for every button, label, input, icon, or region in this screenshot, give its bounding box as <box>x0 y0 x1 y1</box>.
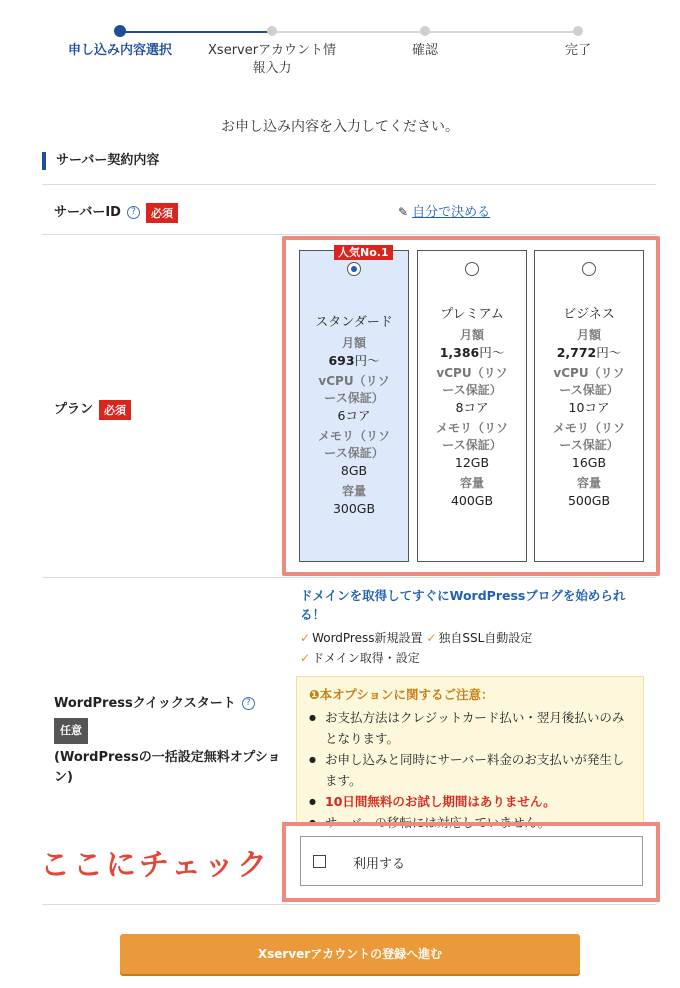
plan-option-premium[interactable] <box>417 250 527 562</box>
choose-id-link-text: 自分で決める <box>412 205 491 220</box>
notice-item: ● お支払方法はクレジットカード払い・翌月後払いのみとなります。 <box>309 707 631 749</box>
step-label: 完了 <box>564 43 591 58</box>
intro-text: お申し込み内容を入力してください。 <box>221 119 459 135</box>
plan-radio[interactable] <box>582 262 596 276</box>
plan-label: プラン <box>54 402 94 417</box>
memory-label: メモリ（リソース保証） <box>552 421 625 452</box>
choose-id-link[interactable] <box>398 201 490 220</box>
wordpress-sublabel: (WordPressの一括設定無料オプション) <box>54 750 281 785</box>
step-select-content <box>40 20 200 60</box>
plan-memory: 12GB <box>454 455 490 470</box>
check-icon: ✓ <box>300 651 311 665</box>
notice-title-text: 本オプションに関するご注意： <box>319 687 494 702</box>
feature-list <box>300 628 650 668</box>
plan-row-label <box>54 398 131 420</box>
plan-price: 693 <box>328 353 355 368</box>
feature-item: WordPress新規設置 <box>312 631 423 645</box>
plan-radio[interactable] <box>347 262 361 276</box>
feature-item: ドメイン取得・設定 <box>312 651 420 665</box>
plan-option-standard[interactable] <box>299 246 409 562</box>
cpu-label: vCPU（リソース保証） <box>436 366 508 397</box>
plan-memory: 16GB <box>571 455 607 470</box>
plan-price: 1,386 <box>439 345 480 360</box>
plan-cpu: 6コア <box>337 408 371 423</box>
storage-label: 容量 <box>576 476 601 490</box>
step-dot <box>267 26 277 36</box>
plan-name: プレミアム <box>440 307 504 322</box>
server-id-label: サーバーID <box>54 205 121 220</box>
plan-storage: 500GB <box>567 493 611 508</box>
step-dot <box>573 26 583 36</box>
wordpress-label: WordPressクイックスタート <box>54 696 236 711</box>
check-icon: ✓ <box>300 631 311 645</box>
info-icon: ❶ <box>309 687 320 702</box>
storage-label: 容量 <box>341 484 366 498</box>
cpu-label: vCPU（リソース保証） <box>553 366 625 397</box>
divider <box>42 234 656 235</box>
step-label: 確認 <box>411 43 438 58</box>
option-notice <box>296 676 644 830</box>
use-option-label: 利用する <box>353 857 406 872</box>
step-label: Xserverアカウント情報入力 <box>208 43 336 76</box>
step-dot <box>114 25 126 37</box>
submit-button[interactable]: Xserverアカウントの登録へ進む <box>120 934 580 974</box>
feature-item: 独自SSL自動設定 <box>438 631 533 645</box>
help-icon[interactable]: ? <box>242 697 255 710</box>
notice-title <box>309 685 631 703</box>
use-option-checkbox-row[interactable] <box>300 836 643 886</box>
step-dot <box>420 26 430 36</box>
server-id-row-label <box>54 201 178 223</box>
plan-cpu: 8コア <box>455 400 489 415</box>
divider <box>42 184 656 185</box>
pencil-icon: ✎ <box>398 205 409 219</box>
notice-item: ● 10日間無料のお試し期間はありません。 <box>309 791 631 812</box>
popular-badge: 人気No.1 <box>334 245 393 260</box>
plan-price: 2,772 <box>556 345 597 360</box>
step-label: 申し込み内容選択 <box>67 43 172 58</box>
wordpress-row-label <box>54 694 284 788</box>
use-option-checkbox[interactable] <box>313 855 326 868</box>
step-account-info <box>192 20 352 78</box>
plan-radio[interactable] <box>465 262 479 276</box>
divider <box>42 577 656 578</box>
price-label: 月額 <box>341 336 366 350</box>
plan-storage: 300GB <box>332 501 376 516</box>
price-unit: 円〜 <box>354 353 380 368</box>
price-label: 月額 <box>576 328 601 342</box>
price-unit: 円〜 <box>479 345 505 360</box>
storage-label: 容量 <box>459 476 484 490</box>
plan-memory: 8GB <box>340 463 368 478</box>
plan-name: ビジネス <box>563 307 615 322</box>
memory-label: メモリ（リソース保証） <box>317 429 390 460</box>
required-badge: 必須 <box>146 203 178 223</box>
notice-item: ● サーバーの移転には対応していません。 <box>309 812 631 833</box>
annotation-check-here: ここにチェック <box>40 848 271 883</box>
required-badge: 必須 <box>99 400 131 420</box>
section-title: サーバー契約内容 <box>42 152 159 170</box>
optional-badge: 任意 <box>54 718 88 744</box>
plan-name: スタンダード <box>315 315 393 330</box>
notice-item: ● お申し込みと同時にサーバー料金のお支払いが発生します。 <box>309 749 631 791</box>
wordpress-lead: ドメインを取得してすぐにWordPressブログを始められる！ <box>300 588 626 622</box>
plan-storage: 400GB <box>450 493 494 508</box>
plan-cpu: 10コア <box>568 400 610 415</box>
price-label: 月額 <box>459 328 484 342</box>
step-complete <box>498 20 658 60</box>
cpu-label: vCPU（リソース保証） <box>318 374 390 405</box>
price-unit: 円〜 <box>596 345 622 360</box>
divider <box>42 904 656 905</box>
progress-steps <box>0 20 680 90</box>
memory-label: メモリ（リソース保証） <box>435 421 508 452</box>
plan-option-business[interactable] <box>534 250 644 562</box>
help-icon[interactable]: ? <box>127 206 140 219</box>
step-confirm <box>345 20 505 60</box>
check-icon: ✓ <box>426 631 437 645</box>
